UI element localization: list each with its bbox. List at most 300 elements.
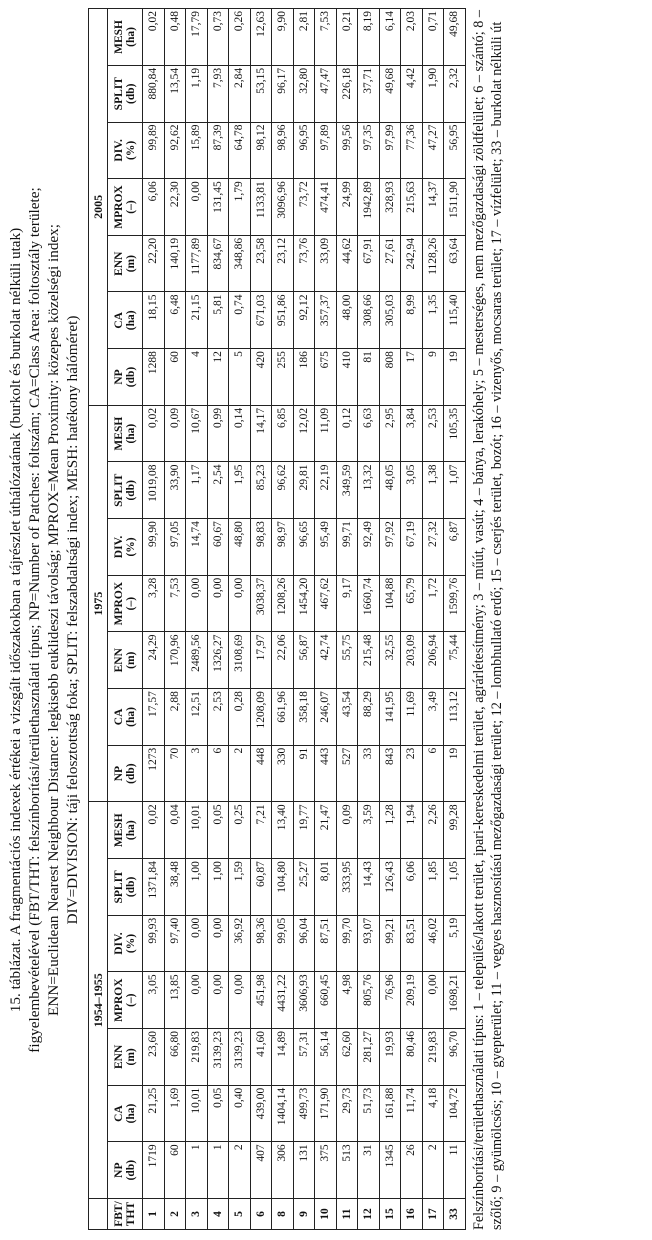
row-code: 16 bbox=[401, 1199, 423, 1230]
table-cell: 0,14 bbox=[229, 405, 251, 462]
table-row bbox=[164, 9, 186, 1230]
column-header-unit: (ha) bbox=[125, 707, 137, 727]
column-header-name: DIV. bbox=[113, 535, 125, 559]
table-cell: 4,18 bbox=[422, 1085, 444, 1142]
table-cell: 13,32 bbox=[358, 462, 380, 519]
table-cell: 1,17 bbox=[186, 462, 208, 519]
table-cell: 37,71 bbox=[358, 65, 380, 122]
table-cell: 7,53 bbox=[164, 575, 186, 632]
table-cell: 2,26 bbox=[422, 802, 444, 859]
table-cell: 3 bbox=[186, 745, 208, 802]
table-cell: 1660,74 bbox=[358, 575, 380, 632]
table-cell: 5,19 bbox=[444, 915, 466, 972]
table-cell: 17 bbox=[401, 349, 423, 406]
table-cell: 70 bbox=[164, 745, 186, 802]
corner-header: FBT/ THT bbox=[108, 1199, 143, 1230]
table-cell: 7,21 bbox=[250, 802, 272, 859]
period-header-3: 2005 bbox=[89, 9, 108, 406]
table-cell: 1177,89 bbox=[186, 235, 208, 292]
column-header-name: NP bbox=[113, 369, 125, 385]
table-cell: 2,88 bbox=[164, 689, 186, 746]
table-cell: 880,84 bbox=[143, 65, 165, 122]
table-cell: 11,69 bbox=[401, 689, 423, 746]
table-cell: 6,06 bbox=[401, 859, 423, 916]
table-cell: 2 bbox=[422, 1142, 444, 1199]
table-cell: 1128,26 bbox=[422, 235, 444, 292]
table-cell: 33,90 bbox=[164, 462, 186, 519]
table-cell: 1454,20 bbox=[293, 575, 315, 632]
table-cell: 1,72 bbox=[422, 575, 444, 632]
table-cell: 55,75 bbox=[336, 632, 358, 689]
table-cell: 42,74 bbox=[315, 632, 337, 689]
table-cell: 99,71 bbox=[336, 519, 358, 576]
table-cell: 43,54 bbox=[336, 689, 358, 746]
table-cell: 671,03 bbox=[250, 292, 272, 349]
table-cell: 10,01 bbox=[186, 1085, 208, 1142]
table-cell: 24,99 bbox=[336, 179, 358, 236]
table-row bbox=[379, 9, 401, 1230]
table-cell: 77,36 bbox=[401, 122, 423, 179]
table-cell: 0,04 bbox=[164, 802, 186, 859]
column-header-name: MESH bbox=[113, 813, 125, 848]
table-cell: 18,15 bbox=[143, 292, 165, 349]
table-cell: 92,12 bbox=[293, 292, 315, 349]
table-cell: 1,00 bbox=[186, 859, 208, 916]
table-cell: 87,51 bbox=[315, 915, 337, 972]
table-cell: 104,72 bbox=[444, 1085, 466, 1142]
table-cell: 73,76 bbox=[293, 235, 315, 292]
table-cell: 21,25 bbox=[143, 1085, 165, 1142]
table-cell: 1288 bbox=[143, 349, 165, 406]
table-cell: 0,00 bbox=[186, 575, 208, 632]
column-header bbox=[108, 122, 143, 179]
column-header-name: MPROX bbox=[113, 185, 125, 229]
table-cell: 1698,21 bbox=[444, 972, 466, 1029]
table-cell: 349,59 bbox=[336, 462, 358, 519]
table-cell: 53,15 bbox=[250, 65, 272, 122]
table-cell: 255 bbox=[272, 349, 294, 406]
table-row bbox=[444, 9, 466, 1230]
row-code: 33 bbox=[444, 1199, 466, 1230]
table-cell: 474,41 bbox=[315, 179, 337, 236]
table-cell: 23,58 bbox=[250, 235, 272, 292]
table-cell: 25,27 bbox=[293, 859, 315, 916]
table-cell: 9 bbox=[422, 349, 444, 406]
table-cell: 31 bbox=[358, 1142, 380, 1199]
caption-line-1: 15. táblázat. A fragmentációs indexek értékei a vizsgált időszakokban a tájrészlet úthálózatának (burkolt és burkolat nélküli utak) bbox=[7, 227, 24, 1013]
table-cell: 1208,09 bbox=[250, 689, 272, 746]
table-row bbox=[315, 9, 337, 1230]
table-cell: 13,85 bbox=[164, 972, 186, 1029]
table-cell: 38,48 bbox=[164, 859, 186, 916]
table-cell: 60,67 bbox=[207, 519, 229, 576]
table-cell: 305,03 bbox=[379, 292, 401, 349]
table-cell: 97,99 bbox=[379, 122, 401, 179]
table-cell: 96,17 bbox=[272, 65, 294, 122]
table-cell: 0,09 bbox=[336, 802, 358, 859]
table-cell: 1942,89 bbox=[358, 179, 380, 236]
column-header-name: MPROX bbox=[113, 978, 125, 1022]
table-cell: 2,81 bbox=[293, 9, 315, 66]
table-cell: 357,37 bbox=[315, 292, 337, 349]
table-cell: 22,19 bbox=[315, 462, 337, 519]
table-cell: 49,68 bbox=[444, 9, 466, 66]
column-header bbox=[108, 632, 143, 689]
column-header-name: SPLIT bbox=[113, 77, 125, 111]
table-cell: 56,87 bbox=[293, 632, 315, 689]
table-cell: 14,17 bbox=[250, 405, 272, 462]
column-header-name: CA bbox=[113, 708, 125, 726]
table-cell: 113,12 bbox=[444, 689, 466, 746]
table-cell: 126,43 bbox=[379, 859, 401, 916]
table-cell: 375 bbox=[315, 1142, 337, 1199]
table-cell: 410 bbox=[336, 349, 358, 406]
table-cell: 46,02 bbox=[422, 915, 444, 972]
table-cell: 0,00 bbox=[186, 179, 208, 236]
column-header-unit: (db) bbox=[125, 1159, 137, 1181]
table-cell: 17,79 bbox=[186, 9, 208, 66]
table-cell: 0,12 bbox=[336, 405, 358, 462]
column-header-name: ENN bbox=[113, 251, 125, 276]
table-cell: 24,29 bbox=[143, 632, 165, 689]
table-row bbox=[186, 9, 208, 1230]
table-cell: 1326,27 bbox=[207, 632, 229, 689]
table-cell: 11,74 bbox=[401, 1085, 423, 1142]
table-cell: 81 bbox=[358, 349, 380, 406]
table-cell: 17,97 bbox=[250, 632, 272, 689]
table-cell: 209,19 bbox=[401, 972, 423, 1029]
table-cell: 22,20 bbox=[143, 235, 165, 292]
table-cell: 0,00 bbox=[207, 972, 229, 1029]
column-header bbox=[108, 462, 143, 519]
row-code: 11 bbox=[336, 1199, 358, 1230]
table-cell: 1019,08 bbox=[143, 462, 165, 519]
table-cell: 206,94 bbox=[422, 632, 444, 689]
table-cell: 328,93 bbox=[379, 179, 401, 236]
table-cell: 14,37 bbox=[422, 179, 444, 236]
table-cell: 2,32 bbox=[444, 65, 466, 122]
table-cell: 215,63 bbox=[401, 179, 423, 236]
table-cell: 11,09 bbox=[315, 405, 337, 462]
table-cell: 33,09 bbox=[315, 235, 337, 292]
table-cell: 2,53 bbox=[207, 689, 229, 746]
table-cell: 73,72 bbox=[293, 179, 315, 236]
column-header bbox=[108, 1142, 143, 1199]
table-cell: 0,02 bbox=[143, 802, 165, 859]
table-cell: 57,31 bbox=[293, 1029, 315, 1086]
table-cell: 51,73 bbox=[358, 1085, 380, 1142]
table-cell: 0,00 bbox=[186, 972, 208, 1029]
table-cell: 448 bbox=[250, 745, 272, 802]
table-caption bbox=[6, 10, 82, 1230]
column-header bbox=[108, 575, 143, 632]
table-cell: 62,60 bbox=[336, 1029, 358, 1086]
table-cell: 675 bbox=[315, 349, 337, 406]
column-header-name: DIV. bbox=[113, 932, 125, 955]
table-cell: 88,29 bbox=[358, 689, 380, 746]
table-cell: 10,67 bbox=[186, 405, 208, 462]
row-code: 15 bbox=[379, 1199, 401, 1230]
column-header-name: MESH bbox=[113, 416, 125, 451]
column-header-unit: (db) bbox=[125, 763, 137, 784]
table-row bbox=[401, 9, 423, 1230]
table-cell: 3108,69 bbox=[229, 632, 251, 689]
table-cell: 33 bbox=[358, 745, 380, 802]
table-cell: 96,62 bbox=[272, 462, 294, 519]
table-cell: 0,25 bbox=[229, 802, 251, 859]
table-cell: 308,66 bbox=[358, 292, 380, 349]
table-cell: 2,95 bbox=[379, 405, 401, 462]
table-cell: 26 bbox=[401, 1142, 423, 1199]
column-header bbox=[108, 745, 143, 802]
table-cell: 1,07 bbox=[444, 462, 466, 519]
table-row bbox=[336, 9, 358, 1230]
table-cell: 499,73 bbox=[293, 1085, 315, 1142]
table-cell: 97,35 bbox=[358, 122, 380, 179]
table-cell: 0,00 bbox=[422, 972, 444, 1029]
table-cell: 0,48 bbox=[164, 9, 186, 66]
table-cell: 660,45 bbox=[315, 972, 337, 1029]
table-cell: 186 bbox=[293, 349, 315, 406]
column-header-unit: (ha) bbox=[125, 820, 137, 841]
row-code: 6 bbox=[250, 1199, 272, 1230]
table-cell: 358,18 bbox=[293, 689, 315, 746]
caption-line-4: DIV=DIVISION: táji felosztottság foka; SPLIT: felszabdaltsági index; MESH: hatékony hálóméret) bbox=[64, 315, 81, 925]
table-cell: 21,15 bbox=[186, 292, 208, 349]
column-header bbox=[108, 292, 143, 349]
table-cell: 67,19 bbox=[401, 519, 423, 576]
row-code: 9 bbox=[293, 1199, 315, 1230]
table-cell: 6 bbox=[422, 745, 444, 802]
table-cell: 1 bbox=[186, 1142, 208, 1199]
column-header-unit: (db) bbox=[125, 366, 137, 388]
column-header-name: MPROX bbox=[113, 581, 125, 626]
table-cell: 0,40 bbox=[229, 1085, 251, 1142]
row-code: 5 bbox=[229, 1199, 251, 1230]
table-cell: 170,96 bbox=[164, 632, 186, 689]
column-header-unit: (db) bbox=[125, 480, 137, 501]
table-cell: 14,43 bbox=[358, 859, 380, 916]
table-cell: 14,89 bbox=[272, 1029, 294, 1086]
column-header bbox=[108, 349, 143, 406]
table-cell: 99,90 bbox=[143, 519, 165, 576]
table-cell: 64,78 bbox=[229, 122, 251, 179]
table-cell: 99,56 bbox=[336, 122, 358, 179]
table-row bbox=[272, 9, 294, 1230]
column-header bbox=[108, 519, 143, 576]
table-cell: 3038,37 bbox=[250, 575, 272, 632]
table-cell: 467,62 bbox=[315, 575, 337, 632]
table-cell: 1371,84 bbox=[143, 859, 165, 916]
table-cell: 12,51 bbox=[186, 689, 208, 746]
table-cell: 1,35 bbox=[422, 292, 444, 349]
table-cell: 0,99 bbox=[207, 405, 229, 462]
table-cell: 0,00 bbox=[186, 915, 208, 972]
table-footnote: Felszínborítási/területhasználati típus: 1 – település/lakott terület, ipari-kereskedelmi terület, agrárlétesítmény; 3 – műút, vasút; 4 – bánya, lerakóhely; 5 – mesterséges, nem mezőgazdasági zöldfelület; 6 – szántó; 8 – szőlő; 9 – gyümölcsös; 10 – gyepterület; 11 – vegyes hasznosítású mezőgazdasági terület; 12 – lombhullató erdő; 15 – cserjés terület, bozót; 16 – vizenyős, mocsaras terület; 17 – vízfelület; 33 – burkolat nélküli út bbox=[470, 10, 505, 1230]
table-cell: 1,69 bbox=[164, 1085, 186, 1142]
column-header-unit: (db) bbox=[125, 83, 137, 104]
table-cell: 6,63 bbox=[358, 405, 380, 462]
row-code: 3 bbox=[186, 1199, 208, 1230]
column-header bbox=[108, 972, 143, 1029]
table-cell: 22,06 bbox=[272, 632, 294, 689]
table-cell: 661,96 bbox=[272, 689, 294, 746]
row-code: 12 bbox=[358, 1199, 380, 1230]
table-cell: 407 bbox=[250, 1142, 272, 1199]
table-cell: 3096,96 bbox=[272, 179, 294, 236]
table-cell: 32,80 bbox=[293, 65, 315, 122]
period-header-1: 1954–1955 bbox=[89, 802, 108, 1199]
table-cell: 3139,23 bbox=[229, 1029, 251, 1086]
table-cell: 1,38 bbox=[422, 462, 444, 519]
column-header-name: CA bbox=[113, 1105, 125, 1122]
table-cell: 1,00 bbox=[207, 859, 229, 916]
table-cell: 171,90 bbox=[315, 1085, 337, 1142]
table-cell: 21,47 bbox=[315, 802, 337, 859]
table-cell: 2 bbox=[229, 745, 251, 802]
table-cell: 161,88 bbox=[379, 1085, 401, 1142]
table-cell: 281,27 bbox=[358, 1029, 380, 1086]
table-cell: 6,06 bbox=[143, 179, 165, 236]
column-header-unit: (ha) bbox=[125, 1103, 137, 1124]
fragmentation-table bbox=[88, 8, 466, 1230]
table-row bbox=[207, 9, 229, 1230]
table-cell: 23,60 bbox=[143, 1029, 165, 1086]
table-cell: 27,61 bbox=[379, 235, 401, 292]
table-cell: 3,28 bbox=[143, 575, 165, 632]
table-cell: 1 bbox=[207, 1142, 229, 1199]
table-cell: 0,00 bbox=[207, 915, 229, 972]
column-header-name: NP bbox=[113, 1162, 125, 1178]
column-header bbox=[108, 802, 143, 859]
table-cell: 420 bbox=[250, 349, 272, 406]
table-cell: 29,81 bbox=[293, 462, 315, 519]
table-cell: 96,65 bbox=[293, 519, 315, 576]
column-header bbox=[108, 9, 143, 66]
table-cell: 9,17 bbox=[336, 575, 358, 632]
table-cell: 306 bbox=[272, 1142, 294, 1199]
period-header-2: 1975 bbox=[89, 405, 108, 802]
table-cell: 99,28 bbox=[444, 802, 466, 859]
table-cell: 2,53 bbox=[422, 405, 444, 462]
table-cell: 12,63 bbox=[250, 9, 272, 66]
table-cell: 0,09 bbox=[164, 405, 186, 462]
table-cell: 2489,56 bbox=[186, 632, 208, 689]
row-code: 17 bbox=[422, 1199, 444, 1230]
table-cell: 6,87 bbox=[444, 519, 466, 576]
table-cell: 0,02 bbox=[143, 405, 165, 462]
table-cell: 29,73 bbox=[336, 1085, 358, 1142]
table-cell: 47,27 bbox=[422, 122, 444, 179]
table-cell: 19,77 bbox=[293, 802, 315, 859]
table-cell: 246,07 bbox=[315, 689, 337, 746]
table-cell: 92,49 bbox=[358, 519, 380, 576]
table-row bbox=[293, 9, 315, 1230]
column-header-unit: (–) bbox=[125, 993, 137, 1007]
table-cell: 41,60 bbox=[250, 1029, 272, 1086]
table-cell: 56,14 bbox=[315, 1029, 337, 1086]
table-cell: 1,19 bbox=[186, 65, 208, 122]
row-code: 1 bbox=[143, 1199, 165, 1230]
table-cell: 9,90 bbox=[272, 9, 294, 66]
column-header-unit: (m) bbox=[125, 255, 137, 273]
column-header-name: ENN bbox=[113, 648, 125, 673]
table-cell: 513 bbox=[336, 1142, 358, 1199]
column-header-unit: (m) bbox=[125, 651, 137, 669]
table-cell: 99,21 bbox=[379, 915, 401, 972]
column-header-name: SPLIT bbox=[113, 870, 125, 904]
table-row bbox=[422, 9, 444, 1230]
table-cell: 0,05 bbox=[207, 802, 229, 859]
column-header-unit: (–) bbox=[125, 596, 137, 611]
table-cell: 13,54 bbox=[164, 65, 186, 122]
table-cell: 3,84 bbox=[401, 405, 423, 462]
table-cell: 203,09 bbox=[401, 632, 423, 689]
column-header bbox=[108, 65, 143, 122]
table-cell: 0,71 bbox=[422, 9, 444, 66]
table-cell: 219,83 bbox=[422, 1029, 444, 1086]
table-cell: 330 bbox=[272, 745, 294, 802]
column-header-unit: (%) bbox=[125, 933, 137, 954]
column-header-unit: (m) bbox=[125, 1048, 137, 1066]
table-cell: 10,01 bbox=[186, 802, 208, 859]
table-cell: 6,48 bbox=[164, 292, 186, 349]
table-cell: 0,73 bbox=[207, 9, 229, 66]
table-cell: 131 bbox=[293, 1142, 315, 1199]
column-header-unit: (%) bbox=[125, 537, 137, 557]
table-cell: 4,42 bbox=[401, 65, 423, 122]
table-cell: 131,45 bbox=[207, 179, 229, 236]
table-cell: 17,57 bbox=[143, 689, 165, 746]
table-cell: 333,95 bbox=[336, 859, 358, 916]
column-header-name: ENN bbox=[113, 1044, 125, 1069]
table-cell: 3606,93 bbox=[293, 972, 315, 1029]
table-cell: 1,85 bbox=[422, 859, 444, 916]
table-cell: 1,95 bbox=[229, 462, 251, 519]
column-header-unit: (ha) bbox=[125, 27, 137, 47]
column-header bbox=[108, 859, 143, 916]
table-cell: 8,01 bbox=[315, 859, 337, 916]
table-cell: 56,95 bbox=[444, 122, 466, 179]
table-cell: 805,76 bbox=[358, 972, 380, 1029]
table-cell: 97,05 bbox=[164, 519, 186, 576]
table-row bbox=[229, 9, 251, 1230]
table-cell: 67,91 bbox=[358, 235, 380, 292]
table-cell: 60 bbox=[164, 1142, 186, 1199]
table-cell: 1273 bbox=[143, 745, 165, 802]
caption-line-3: ENN=Euclidean Nearest Neighbour Distance: legkisebb euklideszi távolság; MPROX=Mean Proximity: közepes közelségi index; bbox=[45, 224, 62, 1016]
table-cell: 8,99 bbox=[401, 292, 423, 349]
table-cell: 15,89 bbox=[186, 122, 208, 179]
table-cell: 83,51 bbox=[401, 915, 423, 972]
table-cell: 48,05 bbox=[379, 462, 401, 519]
table-cell: 527 bbox=[336, 745, 358, 802]
column-header bbox=[108, 915, 143, 972]
table-cell: 36,92 bbox=[229, 915, 251, 972]
table-cell: 115,40 bbox=[444, 292, 466, 349]
table-cell: 7,93 bbox=[207, 65, 229, 122]
column-header-name: DIV. bbox=[113, 139, 125, 162]
table-row bbox=[250, 9, 272, 1230]
table-cell: 1,90 bbox=[422, 65, 444, 122]
table-cell: 63,64 bbox=[444, 235, 466, 292]
table-cell: 98,12 bbox=[250, 122, 272, 179]
corner-header-spacer bbox=[89, 1199, 108, 1230]
table-cell: 66,80 bbox=[164, 1029, 186, 1086]
column-header bbox=[108, 179, 143, 236]
table-cell: 99,89 bbox=[143, 122, 165, 179]
row-code: 10 bbox=[315, 1199, 337, 1230]
